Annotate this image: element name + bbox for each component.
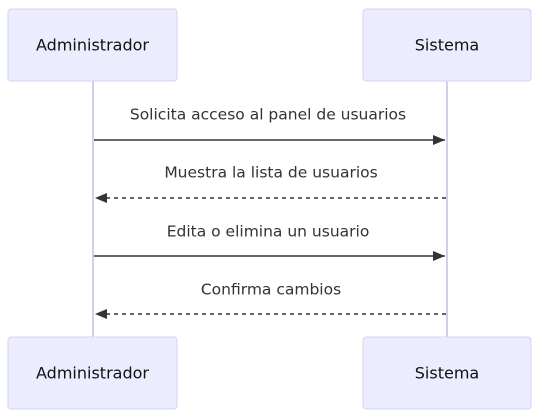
message-1: [94, 106, 445, 141]
message-label: Edita o elimina un usuario: [166, 222, 370, 241]
actor-sistema-bottom[interactable]: [363, 337, 531, 409]
actor-label: Administrador: [36, 35, 149, 55]
actor-sistema-top[interactable]: [363, 9, 531, 81]
actor-label: Sistema: [414, 35, 480, 55]
message-3: [94, 223, 445, 257]
actor-label: Sistema: [414, 363, 480, 383]
message-4: [95, 281, 446, 315]
actor-administrador-bottom[interactable]: [8, 337, 177, 409]
message-label: Solicita acceso al panel de usuarios: [129, 105, 407, 124]
message-2: [95, 164, 446, 199]
message-label: Confirma cambios: [200, 280, 342, 299]
message-label: Muestra la lista de usuarios: [164, 163, 378, 182]
actor-administrador-top[interactable]: [8, 9, 177, 81]
actor-label: Administrador: [36, 363, 149, 383]
